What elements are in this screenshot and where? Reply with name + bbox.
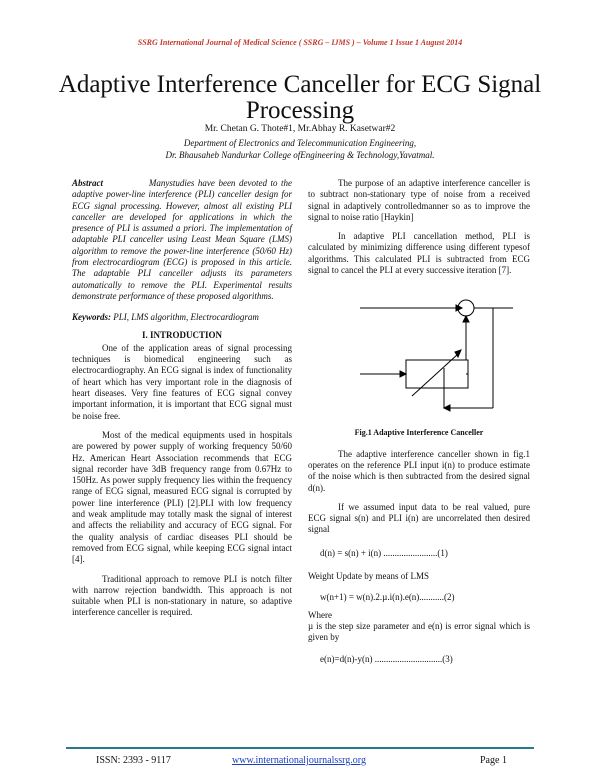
paper-title: Adaptive Interference Canceller for ECG Signal Processing xyxy=(58,71,542,124)
weight-update-label: Weight Update by means of LMS xyxy=(308,571,430,582)
section-title-introduction: I. INTRODUCTION xyxy=(141,329,222,340)
where-label: Where xyxy=(308,609,332,620)
affiliation-line-1: Department of Electronics and Telecommunication Engineering, xyxy=(183,138,417,148)
left-paragraph: Most of the medical equipments used in hospitals are powered by power supply of working frequency 50/60 Hz. American Heart Association recommends that ECG signal recorder have 3dB frequency range from 0.67Hz to 150Hz. As power supply frequency lies within the frequency range of ECG signal, measured ECG signal is corrupted by power line interference (PLI) [2].PLI with low frequency and weak amplitude may totally mask the signal of interest and affects the reliability and accuracy of ECG signal. For the quality analysis of cardiac diseases PLI should be removed from ECG signal, while keeping ECG signal intact [4]. xyxy=(72,429,292,565)
equation-2: w(n+1) = w(n).2.µ.i(n).e(n)...........(2) xyxy=(320,592,455,603)
footer-issn: ISSN: 2393 - 9117 xyxy=(96,755,171,766)
footer-divider xyxy=(66,747,534,749)
footer-url-link[interactable]: www.internationaljournalssrg.org xyxy=(232,755,366,766)
right-column xyxy=(308,178,530,671)
left-column xyxy=(72,178,292,619)
journal-header: SSRG International Journal of Medical Science ( SSRG – IJMS ) – Volume 1 Issue 1 August 2014 xyxy=(137,38,463,47)
block-diagram xyxy=(308,286,530,421)
keywords-text: PLI, LMS algorithm, Electrocardiogram xyxy=(113,312,259,323)
left-paragraph: Traditional approach to remove PLI is notch filter with narrow rejection bandwidth. This approach is not suitable when PLI is non-stationary in nature, so adaptive interference canceller is required. xyxy=(72,573,292,618)
right-paragraph: The purpose of an adaptive interference canceller is to subtract non-stationary type of noise from a received signal in adaptively controlledmanner so as to improve the signal to noise ratio [Haykin] xyxy=(308,178,530,222)
right-paragraph: The adaptive interference canceller shown in fig.1 operates on the reference PLI input i(n) to produce estimate of the noise which is then subtracted from the desired signal d(n). xyxy=(308,448,530,493)
footer-page-number: Page 1 xyxy=(480,755,507,766)
right-paragraph: If we assumed input data to be real valued, pure ECG signal s(n) and PLI i(n) are uncorrelated then desired signal xyxy=(308,501,530,535)
adaptive-filter-box xyxy=(406,360,468,388)
where-text: µ is the step size parameter and e(n) is error signal which is given by xyxy=(308,620,530,643)
abstract-label: Abstract xyxy=(72,178,104,188)
keywords-label: Keywords: xyxy=(72,312,111,323)
right-paragraph: In adaptive PLI cancellation method, PLI is calculated by minimizing difference using different typesof algorithms. This calculated PLI is subtracted from ECG signal to cancel the PLI at every successive iteration [7]. xyxy=(308,231,530,276)
affiliation xyxy=(60,137,540,161)
arrow-head xyxy=(456,305,462,311)
equation-3: e(n)=d(n)-y(n) ..............................(3) xyxy=(320,653,453,664)
keywords xyxy=(72,312,292,323)
authors: Mr. Chetan G. Thote#1, Mr.Abhay R. Kasetwar#2 xyxy=(204,124,396,134)
abstract xyxy=(72,178,292,302)
figure-caption: Fig.1 Adaptive Interference Canceller xyxy=(354,428,484,438)
affiliation-line-2: Dr. Bhausaheb Nandurkar College ofEngineering & Technology,Yavatmal. xyxy=(165,150,435,160)
left-paragraph: One of the application areas of signal processing techniques is biomedical engineering such as electrocardiography. An ECG signal is index of functionality of heart which has very important role in the diagnosis of heart diseases. Very fine features of ECG signal convey important information, it is important that ECG signal must be noise free. xyxy=(72,342,292,421)
abstract-text: Manystudies have been devoted to the adaptive power-line interference (PLI) canceller design for ECG signal processing. However, almost all existing PLI canceller are developed for applications in which the presence of PLI is assumed a priori. The implementation of adaptable PLI canceller using Least Mean Square (LMS) algorithm to remove the power-line interference (50/60 Hz) from electrocardiogram (ECG) is proposed in this article. The adaptable PLI canceller adjusts its parameters automatically to remove the PLI. Experimental results demonstrate performance of these proposed algorithms. xyxy=(72,178,293,301)
figure-adaptive-canceller xyxy=(308,286,530,421)
equation-1: d(n) = s(n) + i(n) ........................(1) xyxy=(320,547,448,558)
